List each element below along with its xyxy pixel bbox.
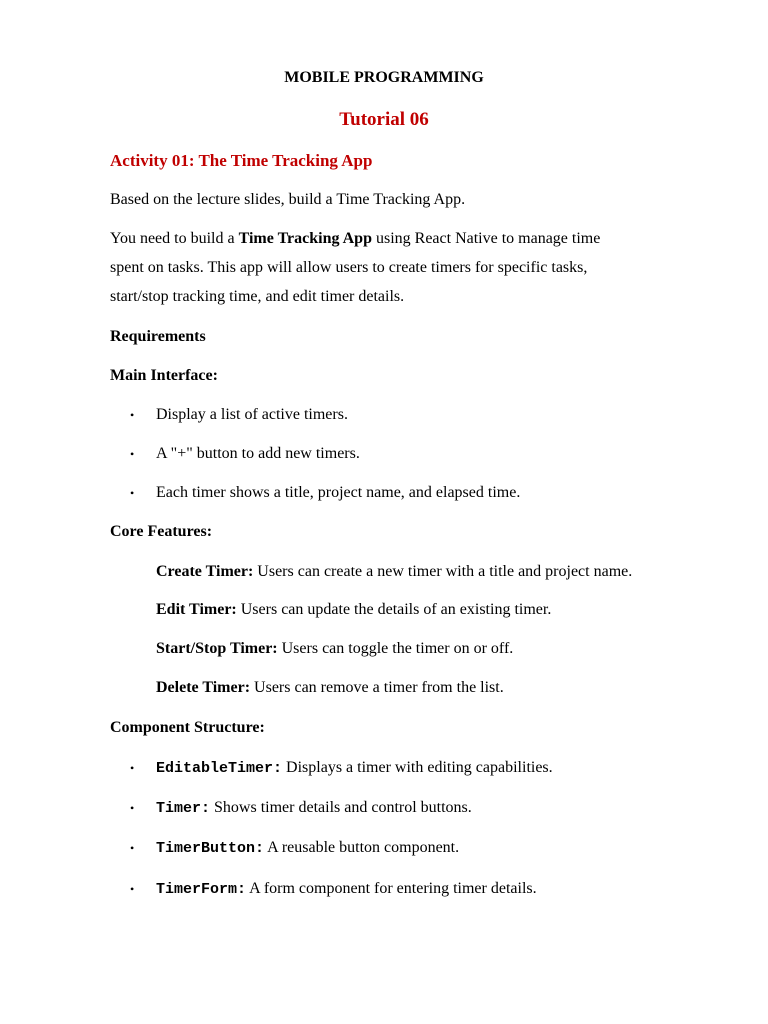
- bullet-icon: •: [130, 761, 135, 775]
- component-item: [156, 798, 472, 819]
- component-separator: :: [255, 840, 265, 857]
- core-feature-item: [156, 562, 632, 582]
- core-feature-text: Users can create a new timer with a title and project name.: [253, 563, 633, 580]
- component-name: EditableTimer: [156, 760, 274, 777]
- core-feature-label: Start/Stop Timer:: [156, 640, 278, 657]
- main-interface-item: A "+" button to add new timers.: [156, 445, 360, 462]
- core-feature-text: Users can update the details of an existing timer.: [236, 601, 552, 618]
- component-item: [156, 758, 553, 779]
- core-feature-item: [156, 678, 504, 698]
- description-text: You need to build a: [110, 230, 239, 247]
- core-feature-text: Users can remove a timer from the list.: [250, 679, 504, 696]
- main-interface-heading: Main Interface:: [110, 367, 218, 384]
- component-separator: :: [201, 800, 211, 817]
- core-feature-label: Delete Timer:: [156, 679, 251, 696]
- description-line-2: spent on tasks. This app will allow users to create timers for specific tasks,: [110, 259, 588, 276]
- tutorial-title: Tutorial 06: [339, 109, 429, 130]
- description-app-name: Time Tracking App: [238, 230, 372, 247]
- core-feature-text: Users can toggle the timer on or off.: [277, 640, 514, 657]
- main-interface-item: Display a list of active timers.: [156, 406, 348, 423]
- bullet-icon: •: [130, 801, 135, 815]
- core-feature-item: [156, 639, 513, 659]
- description-text: using React Native to manage time: [371, 230, 601, 247]
- main-interface-item: Each timer shows a title, project name, and elapsed time.: [156, 484, 521, 501]
- bullet-icon: •: [130, 486, 135, 500]
- component-text: Displays a timer with editing capabilities.: [282, 759, 553, 776]
- bullet-icon: •: [130, 408, 135, 422]
- core-feature-item: [156, 600, 551, 620]
- requirements-heading: Requirements: [110, 328, 206, 345]
- component-separator: :: [273, 760, 283, 777]
- component-name: TimerButton: [156, 840, 256, 857]
- description-line-3: start/stop tracking time, and edit timer details.: [110, 288, 405, 305]
- bullet-icon: •: [130, 882, 135, 896]
- component-text: Shows timer details and control buttons.: [210, 799, 472, 816]
- component-text: A reusable button component.: [264, 839, 460, 856]
- component-name: TimerForm: [156, 881, 238, 898]
- bullet-icon: •: [130, 447, 135, 461]
- bullet-icon: •: [130, 841, 135, 855]
- component-text: A form component for entering timer details.: [246, 880, 537, 897]
- component-item: [156, 838, 459, 859]
- core-feature-label: Create Timer:: [156, 563, 254, 580]
- component-separator: :: [237, 881, 247, 898]
- component-structure-heading: Component Structure:: [110, 719, 265, 736]
- core-feature-label: Edit Timer:: [156, 601, 237, 618]
- activity-title: Activity 01: The Time Tracking App: [110, 151, 373, 170]
- activity-intro: Based on the lecture slides, build a Time Tracking App.: [110, 191, 466, 208]
- core-features-heading: Core Features:: [110, 523, 213, 540]
- description-line-1: [110, 229, 600, 249]
- component-name: Timer: [156, 800, 202, 817]
- component-item: [156, 879, 537, 900]
- course-title: MOBILE PROGRAMMING: [284, 69, 484, 86]
